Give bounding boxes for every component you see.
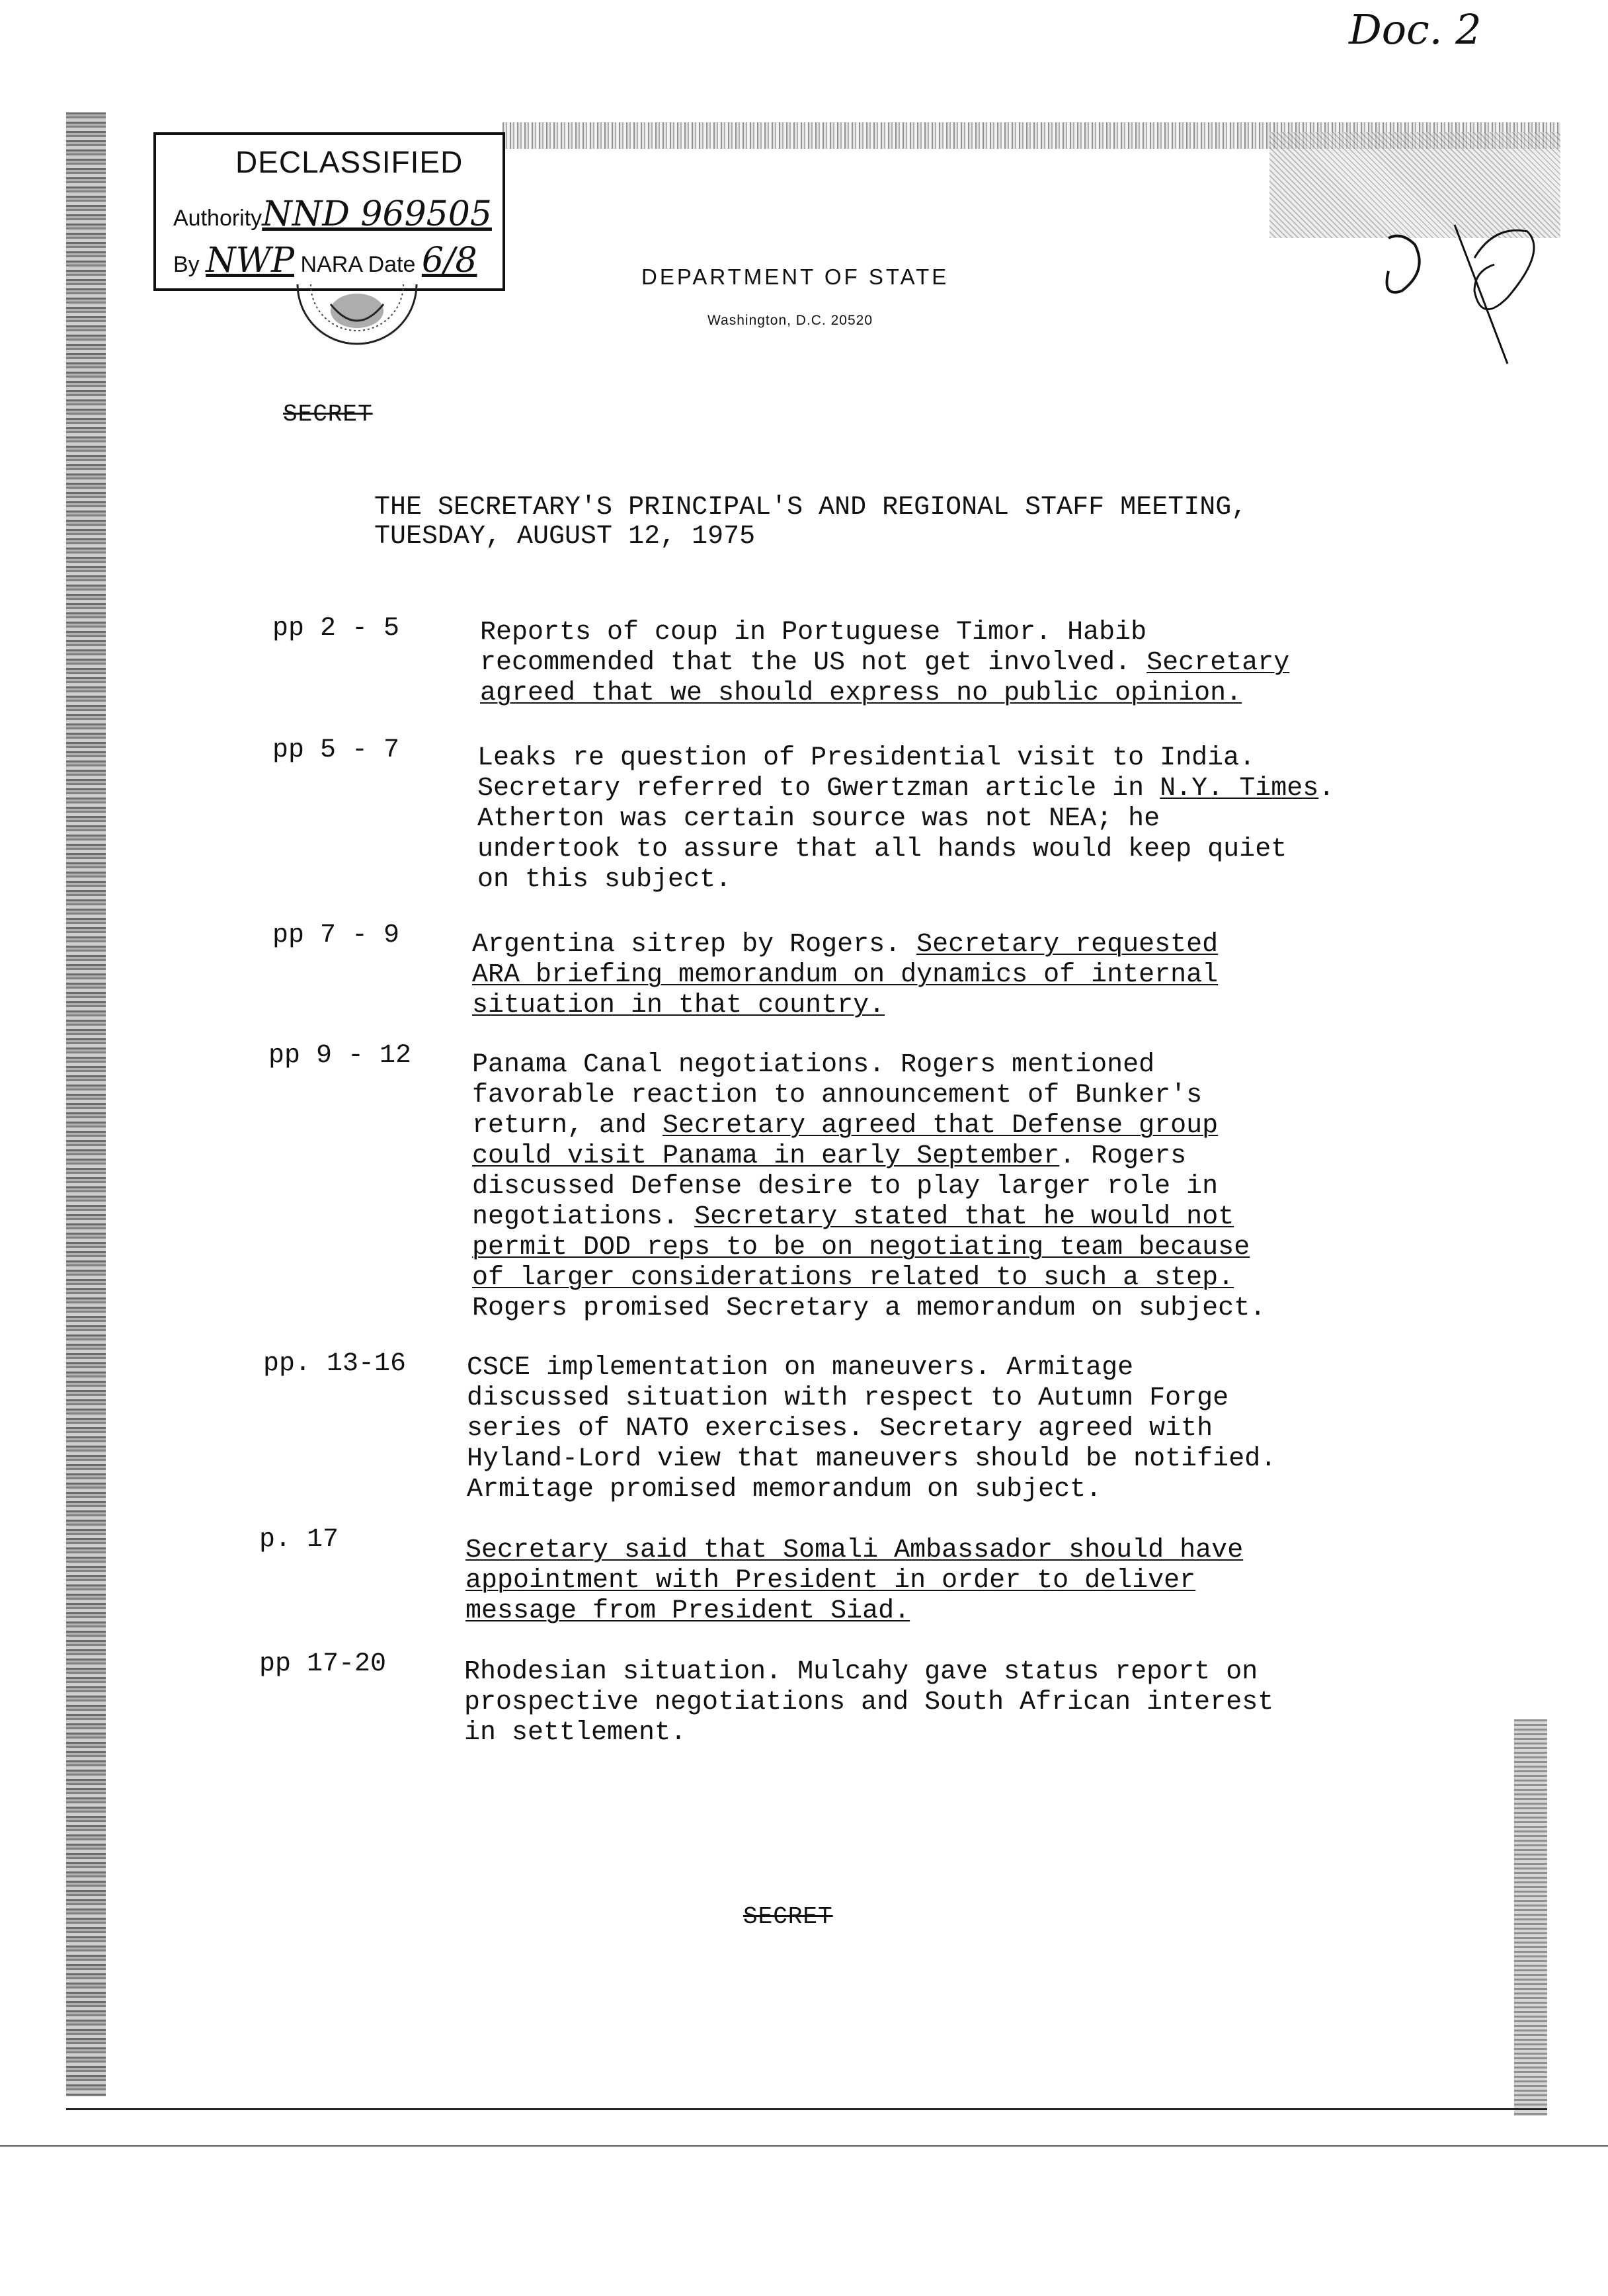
page-ref: pp 17-20 bbox=[259, 1649, 387, 1679]
stamp-authority-value: NND 969505 bbox=[262, 194, 492, 234]
stamp-authority-label: Authority bbox=[173, 206, 262, 231]
entry-text: Argentina sitrep by Rogers. Secretary requested ARA briefing memorandum on dynamics of internal situation in that country. bbox=[472, 930, 1219, 1020]
page-ref: pp 2 - 5 bbox=[272, 614, 400, 643]
page-ref: p. 17 bbox=[259, 1525, 339, 1555]
scan-bottom-line bbox=[0, 2145, 1608, 2147]
stamp-nara-label: NARA Date bbox=[300, 252, 416, 277]
page-ref: pp 7 - 9 bbox=[272, 921, 400, 950]
scan-right-edge-artifact bbox=[1514, 1719, 1547, 2116]
stamp-title: DECLASSIFIED bbox=[235, 145, 463, 179]
department-address: Washington, D.C. 20520 bbox=[707, 313, 873, 328]
page-ref: pp. 13-16 bbox=[263, 1349, 407, 1379]
meeting-heading-line1: THE SECRETARY'S PRINCIPAL'S AND REGIONAL STAFF MEETING, bbox=[374, 493, 1248, 522]
entry-text: Secretary said that Somali Ambassador should have appointment with President in order to deliver message from President Siad. bbox=[465, 1536, 1244, 1626]
stamp-date-value: 6/8 bbox=[421, 241, 477, 280]
handwritten-scrawl-mark bbox=[1375, 212, 1547, 370]
state-department-seal-icon bbox=[291, 284, 423, 357]
meeting-heading bbox=[374, 493, 1432, 552]
entry-text: CSCE implementation on maneuvers. Armitage discussed situation with respect to Autumn Forge series of NATO exercises. Secretary agreed with Hyland-Lord view that maneuvers should be notified. Armitage promised memorandum on subject. bbox=[467, 1353, 1277, 1504]
department-name: DEPARTMENT OF STATE bbox=[641, 265, 949, 289]
page-ref: pp 5 - 7 bbox=[272, 735, 400, 765]
entry-text: Panama Canal negotiations. Rogers mentioned favorable reaction to announcement of Bunker's return, and Secretary agreed that Defense group could visit Panama in early September. Rogers discussed Defense desire to play larger role in negotiations. Secretary stated that he would not permit DOD reps to be on negotiating team because of larger considerations related to such a step. Rogers promised Secretary a memorandum on subject. bbox=[472, 1050, 1266, 1323]
classification-marking-bottom: SECRET bbox=[743, 1903, 833, 1930]
meeting-heading-line2: TUESDAY, AUGUST 12, 1975 bbox=[374, 522, 756, 552]
handwritten-doc-reference: Doc. 2 bbox=[1349, 5, 1482, 54]
stamp-by-label: By bbox=[173, 252, 200, 277]
page-bottom-border bbox=[66, 2108, 1547, 2110]
stamp-by bbox=[173, 241, 477, 280]
stamp-by-value: NWP bbox=[206, 241, 295, 280]
entry-text: Reports of coup in Portuguese Timor. Habib recommended that the US not get involved. Secretary agreed that we should express no public opinion. bbox=[480, 618, 1290, 708]
scan-left-edge-artifact bbox=[66, 112, 106, 2096]
entry-text: Leaks re question of Presidential visit to India. Secretary referred to Gwertzman article in N.Y. Times. Atherton was certain source was not NEA; he undertook to assure that all hands would keep quiet on this subject. bbox=[477, 743, 1335, 895]
classification-marking-top: SECRET bbox=[283, 401, 373, 428]
page-ref: pp 9 - 12 bbox=[268, 1041, 412, 1071]
stamp-authority bbox=[173, 194, 492, 234]
entry-text: Rhodesian situation. Mulcahy gave status report on prospective negotiations and South African interest in settlement. bbox=[464, 1657, 1274, 1748]
declassified-stamp bbox=[153, 132, 505, 291]
